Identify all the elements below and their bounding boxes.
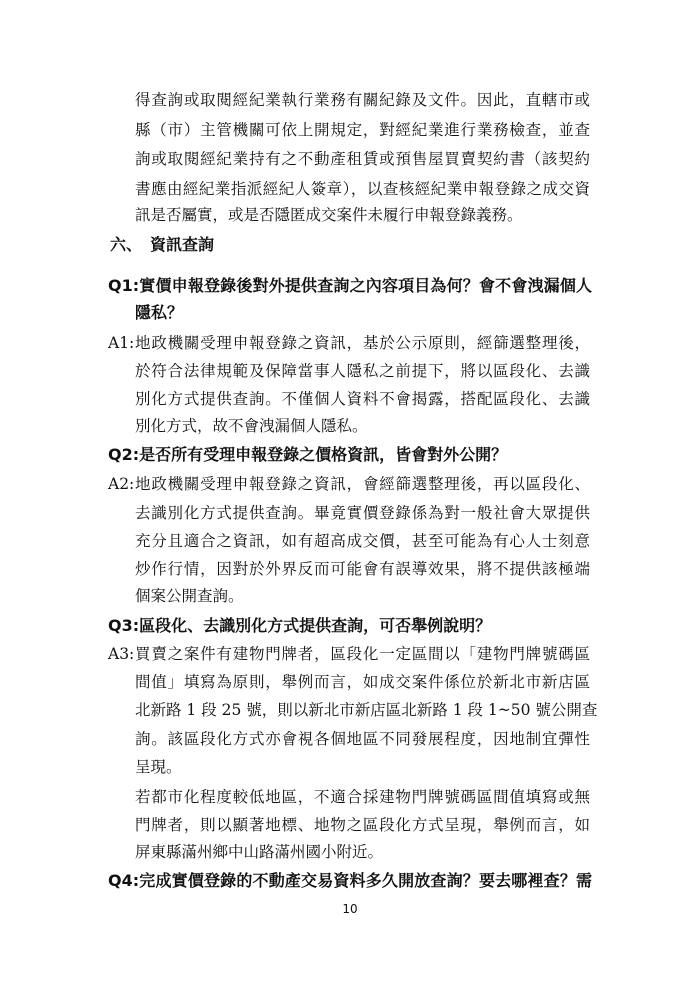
answer-1-line-2: 於符合法律規範及保障當事人隱私之前提下，將以區段化、去識 (135, 362, 590, 380)
answer-3b-line-1: 若都市化程度較低地區，不適合採建物門牌號碼區間值填寫或無 (135, 788, 590, 806)
answer-2-line-3: 充分且適合之資訊，如有超高成交價，甚至可能為有心人士刻意 (135, 532, 590, 550)
question-1-line-2: 隱私？ (135, 303, 184, 322)
question-3: Q3:區段化、去識別化方式提供查詢，可否舉例說明？ (108, 616, 492, 635)
answer-3-line-5: 呈現。 (135, 758, 182, 776)
intro-line-5: 訊是否屬實，或是否隱匿成交案件未履行申報登錄義務。 (135, 206, 523, 224)
answer-3-line-2: 間值」填寫為原則，舉例而言，如成交案件係位於新北市新店區 (135, 673, 590, 691)
answer-1-line-1: A1:地政機關受理申報登錄之資訊，基於公示原則，經篩選整理後， (108, 334, 590, 352)
intro-line-2: 縣（市）主管機關可依上開規定，對經紀業進行業務檢查，並查 (135, 121, 590, 139)
answer-2-line-4: 炒作行情，因對於外界反而可能會有誤導效果，將不提供該極端 (135, 560, 590, 578)
answer-2-line-2: 去識別化方式提供查詢。畢竟實價登錄係為對一般社會大眾提供 (135, 504, 590, 522)
answer-3b-line-3: 屏東縣滿州鄉中山路滿州國小附近。 (135, 843, 384, 861)
answer-1-line-4: 別化方式，故不會洩漏個人隱私。 (135, 417, 368, 435)
question-2: Q2:是否所有受理申報登錄之價格資訊，皆會對外公開？ (108, 445, 508, 464)
answer-2-line-5: 個案公開查詢。 (135, 587, 244, 605)
answer-1-line-3: 別化方式提供查詢。不僅個人資料不會揭露，搭配區段化、去識 (135, 390, 590, 408)
question-4-line-1: Q4:完成實價登錄的不動產交易資料多久開放查詢？要去哪裡查？需 (108, 871, 592, 890)
answer-3-line-3: 北新路 1 段 25 號，則以新北市新店區北新路 1 段 1~50 號公開查 (135, 701, 598, 719)
section-heading: 六、 資訊查詢 (110, 235, 215, 254)
intro-line-4: 書應由經紀業指派經紀人簽章），以查核經紀業申報登錄之成交資 (135, 180, 590, 198)
answer-3-line-4: 詢。該區段化方式亦會視各個地區不同發展程度，因地制宜彈性 (135, 730, 590, 748)
answer-3b-line-2: 門牌者，則以顯著地標、地物之區段化方式呈現，舉例而言，如 (135, 816, 590, 834)
answer-2-line-1: A2:地政機關受理申報登錄之資訊，會經篩選整理後，再以區段化、 (108, 475, 590, 493)
intro-line-1: 得查詢或取閱經紀業執行業務有關紀錄及文件。因此，直轄市或 (135, 91, 590, 109)
page-number: 10 (342, 902, 358, 916)
question-1-line-1: Q1:實價申報登錄後對外提供查詢之內容項目為何？會不會洩漏個人 (108, 276, 592, 295)
intro-line-3: 詢或取閱經紀業持有之不動產租賃或預售屋買賣契約書（該契約 (135, 150, 590, 168)
answer-3-line-1: A3:買賣之案件有建物門牌者，區段化一定區間以「建物門牌號碼區 (108, 645, 590, 663)
